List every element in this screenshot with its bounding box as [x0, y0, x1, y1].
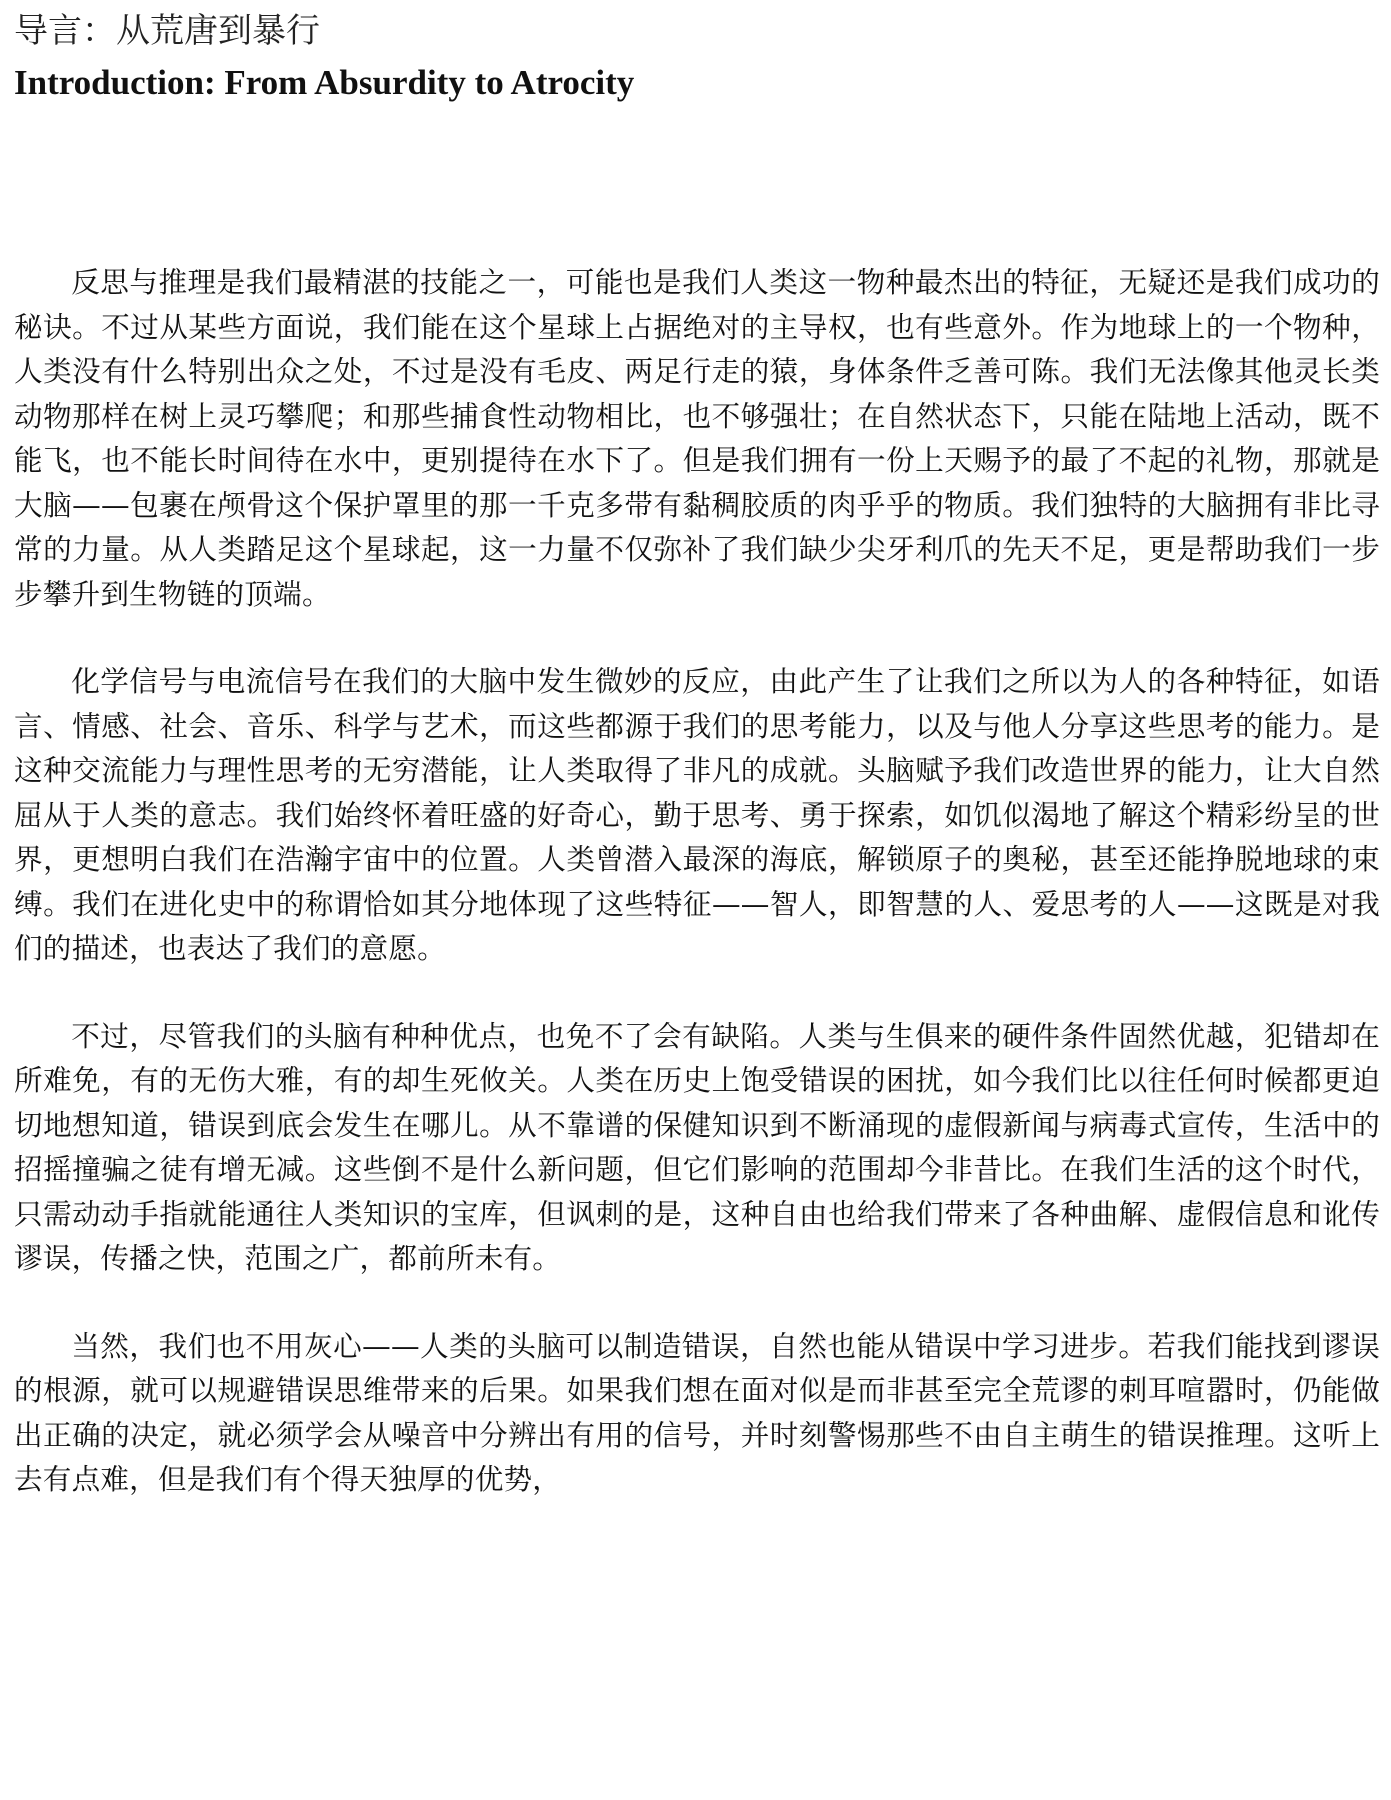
paragraph: 化学信号与电流信号在我们的大脑中发生微妙的反应，由此产生了让我们之所以为人的各种特征，如语言、情感、社会、音乐、科学与艺术，而这些都源于我们的思考能力，以及与他人分享这些思考的能力。是这种交流能力与理性思考的无穷潜能，让人类取得了非凡的成就。头脑赋予我们改造世界的能力，让大自然屈从于人类的意志。我们始终怀着旺盛的好奇心，勤于思考、勇于探索，如饥似渴地了解这个精彩纷呈的世界，更想明白我们在浩瀚宇宙中的位置。人类曾潜入最深的海底，解锁原子的奥秘，甚至还能挣脱地球的束缚。我们在进化史中的称谓恰如其分地体现了这些特征——智人，即智慧的人、爱思考的人——这既是对我们的描述，也表达了我们的意愿。 — [14, 664, 1380, 965]
paragraph: 反思与推理是我们最精湛的技能之一，可能也是我们人类这一物种最杰出的特征，无疑还是我们成功的秘诀。不过从某些方面说，我们能在这个星球上占据绝对的主导权，也有些意外。作为地球上的一个物种，人类没有什么特别出众之处，不过是没有毛皮、两足行走的猿，身体条件乏善可陈。我们无法像其他灵长类动物那样在树上灵巧攀爬；和那些捕食性动物相比，也不够强壮；在自然状态下，只能在陆地上活动，既不能飞，也不能长时间待在水中，更别提待在水下了。但是我们拥有一份上天赐予的最了不起的礼物，那就是大脑——包裹在颅骨这个保护罩里的那一千克多带有黏稠胶质的肉乎乎的物质。我们独特的大脑拥有非比寻常的力量。从人类踏足这个星球起，这一力量不仅弥补了我们缺少尖牙利爪的先天不足，更是帮助我们一步步攀升到生物链的顶端。 — [14, 265, 1380, 611]
chapter-title-english: Introduction: From Absurdity to Atrocity — [14, 63, 635, 102]
paragraph: 当然，我们也不用灰心——人类的头脑可以制造错误，自然也能从错误中学习进步。若我们能找到谬误的根源，就可以规避错误思维带来的后果。如果我们想在面对似是而非甚至完全荒谬的刺耳喧嚣时，仍能做出正确的决定，就必须学会从噪音中分辨出有用的信号，并时刻警惕那些不由自主萌生的错误推理。这听上去有点难，但是我们有个得天独厚的优势， — [14, 1328, 1380, 1496]
chapter-title-chinese: 导言：从荒唐到暴行 — [14, 11, 320, 51]
document-page — [14, 8, 1380, 1496]
paragraph: 不过，尽管我们的头脑有种种优点，也免不了会有缺陷。人类与生俱来的硬件条件固然优越，犯错却在所难免，有的无伤大雅，有的却生死攸关。人类在历史上饱受错误的困扰，如今我们比以往任何时候都更迫切地想知道，错误到底会发生在哪儿。从不靠谱的保健知识到不断涌现的虚假新闻与病毒式宣传，生活中的招摇撞骗之徒有增无减。这些倒不是什么新问题，但它们影响的范围却今非昔比。在我们生活的这个时代，只需动动手指就能通往人类知识的宝库，但讽刺的是，这种自由也给我们带来了各种曲解、虚假信息和讹传谬误，传播之快，范围之广，都前所未有。 — [14, 1018, 1380, 1275]
body-text — [14, 260, 1380, 1545]
